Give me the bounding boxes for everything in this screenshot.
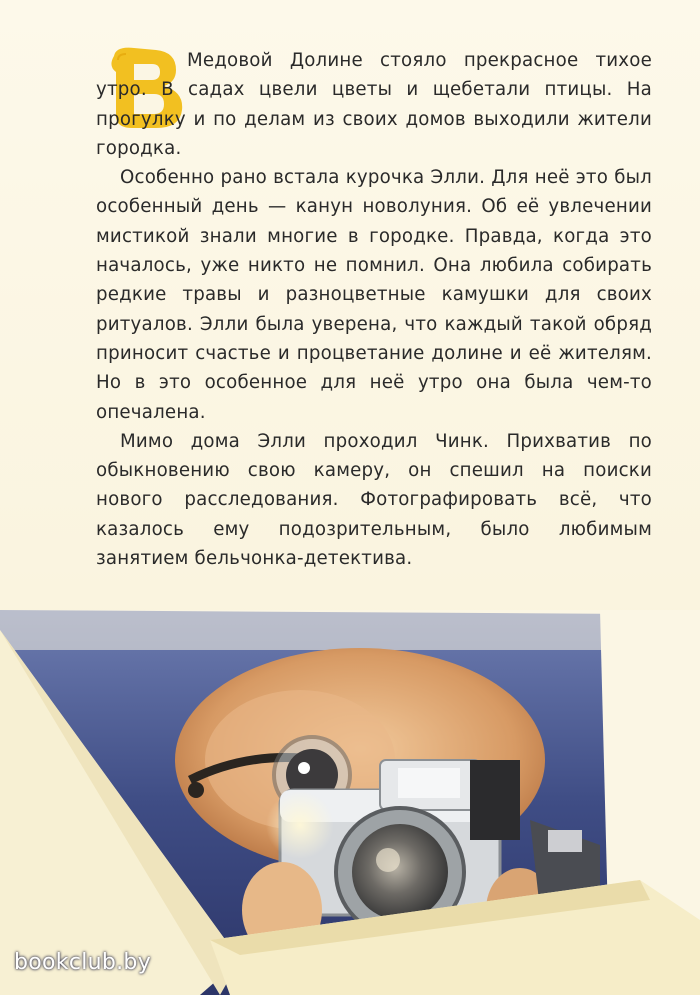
paragraph-3: Мимо дома Элли проходил Чинк. Прихватив по обыкновению свою камеру, он спешил на поиски нового расследования. Фотографировать всё, что казалось ему подозрительным, было любимым занятием бельчонка-детектива.	[96, 430, 652, 570]
story-text	[96, 46, 652, 573]
paragraph-2: Особенно рано встала курочка Элли. Для неё это был особенный день — канун новолуния. Об её увлечении мистикой знали многие в городке. Правда, когда это началось, уже никто не помнил. Она любила собирать редкие травы и разноцветные камушки для своих ритуалов. Элли была уверена, что каждый такой обряд приносит счастье и процветание долине и её жителям. Но в это особенное для неё утро она была чем-то опечалена.	[96, 167, 652, 423]
watermark: bookclub.by	[14, 950, 152, 975]
paragraph-1: Медовой Долине стояло прекрасное тихое утро. В садах цвели цветы и щебетали птицы. На прогулку и по делам из своих домов выходили жители городка.	[96, 50, 652, 159]
illustration-squirrel-detective-camera	[0, 610, 700, 995]
